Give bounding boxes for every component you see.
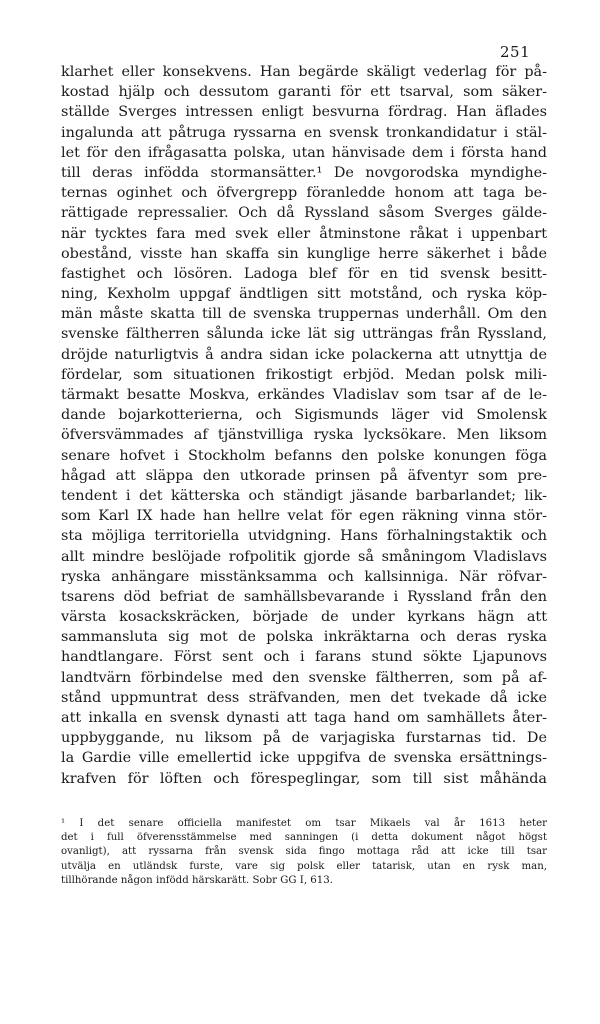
body-line: att inkalla en svensk dynasti att taga hand om samhällets åter-	[61, 710, 547, 726]
body-line: uppbyggande, nu liksom på de varjagiska furstarnas tid. De	[61, 730, 547, 747]
body-line: tsarens död befriat de samhällsbevarande i Ryssland från den	[61, 588, 547, 605]
body-line: som Karl IX hade han hellre velat för egen räkning vinna stör-	[61, 508, 547, 525]
body-line: krafven för löften och förespeglingar, som till sist måhända	[61, 770, 547, 787]
body-line: värsta kosackskräcken, började de under kyrkans hägn att	[61, 609, 547, 626]
body-text	[61, 62, 547, 789]
body-line: rättigade repressalier. Och då Ryssland såsom Sverges gälde-	[61, 205, 547, 222]
body-line: öfversvämmades af tjänstvilliga ryska lycksökare. Men liksom	[61, 427, 547, 444]
body-line: obestånd, visste han skaffa sin kunglige herre säkerhet i både	[61, 245, 547, 262]
footnote-line: tillhörande någon infödd härskarätt. Sobr GG I, 613.	[61, 874, 333, 886]
footnote-line: det i full öfverensstämmelse med sanningen (i detta dokument något högst	[61, 832, 547, 844]
body-line: till deras infödda stormansätter.¹ De novgorodska myndighe-	[61, 164, 547, 181]
body-line: fastighet och lösören. Ladoga blef för en tid svensk besitt-	[61, 265, 547, 282]
body-line: när tycktes fara med svek eller åtminstone råkat i uppenbart	[61, 225, 547, 242]
body-line: ställde Sverges intressen enligt besvurna fördrag. Han äflades	[61, 104, 547, 121]
body-line: sammansluta sig mot de polska inkräktarna och deras ryska	[61, 629, 547, 646]
body-line: let för den ifrågasatta polska, utan hänvisade dem i första hand	[61, 144, 547, 161]
body-line: dröjde naturligtvis å andra sidan icke polackerna att utnyttja de	[61, 346, 547, 363]
page-number: 251	[500, 43, 531, 61]
body-line: män måste skatta till de svenska truppernas underhåll. Om den	[61, 306, 547, 323]
body-line: la Gardie ville emellertid icke uppgifva de svenska ersättnings-	[61, 750, 547, 767]
body-line: ingalunda att påtruga ryssarna en svensk tronkandidatur i stäl-	[61, 124, 547, 141]
body-line: allt mindre beslöjade rofpolitik gjorde så småningom Vladislavs	[61, 548, 547, 565]
body-line: tendent i det kätterska och ständigt jäsande barbarlandet; lik-	[61, 487, 547, 504]
body-line: landtvärn förbindelse med den svenske fältherren, som på af-	[61, 669, 547, 686]
body-line: senare hofvet i Stockholm befanns den polske konungen föga	[61, 447, 547, 464]
body-line: ryska anhängare misstänksamma och kallsinniga. När röfvar-	[61, 568, 547, 585]
body-line: handtlangare. Först sent och i farans stund sökte Ljapunovs	[61, 649, 547, 666]
body-line: dande bojarkotterierna, och Sigismunds läger vid Smolensk	[61, 407, 547, 424]
footnote-line: ovanligt), att ryssarna från svensk sida fingo mottaga råd att icke till tsar	[61, 846, 547, 858]
body-line: fördelar, som situationen frikostigt erbjöd. Medan polsk mili-	[61, 366, 547, 383]
body-line: ning, Kexholm uppgaf ändtligen sitt motstånd, och ryska köp-	[61, 286, 547, 303]
body-line: hågad att släppa den utkorade prinsen på äfventyr som pre-	[61, 467, 547, 484]
body-line: stånd uppmuntrat dess sträfvanden, men det tvekade då icke	[61, 689, 547, 706]
footnotes	[61, 817, 547, 888]
footnote-line: ¹ I det senare officiella manifestet om tsar Mikaels val år 1613 heter	[61, 818, 547, 829]
footnote-line: utvälja en utländsk furste, vare sig polsk eller tatarisk, utan en rysk man,	[61, 860, 547, 872]
body-line: sta möjliga territoriella utvidgning. Hans förhalningstaktik och	[61, 528, 547, 545]
body-line: svenske fältherren sålunda icke lät sig utträngas från Ryssland,	[61, 326, 547, 343]
body-line: klarhet eller konsekvens. Han begärde skäligt vederlag för på-	[61, 64, 547, 80]
body-line: ternas oginhet och öfvergrepp föranledde honom att taga be-	[61, 185, 547, 202]
body-line: tärmakt besatte Moskva, erkändes Vladislav som tsar af de le-	[61, 387, 547, 403]
body-line: kostad hjälp och dessutom garanti för ett tsarval, som säker-	[61, 84, 547, 101]
